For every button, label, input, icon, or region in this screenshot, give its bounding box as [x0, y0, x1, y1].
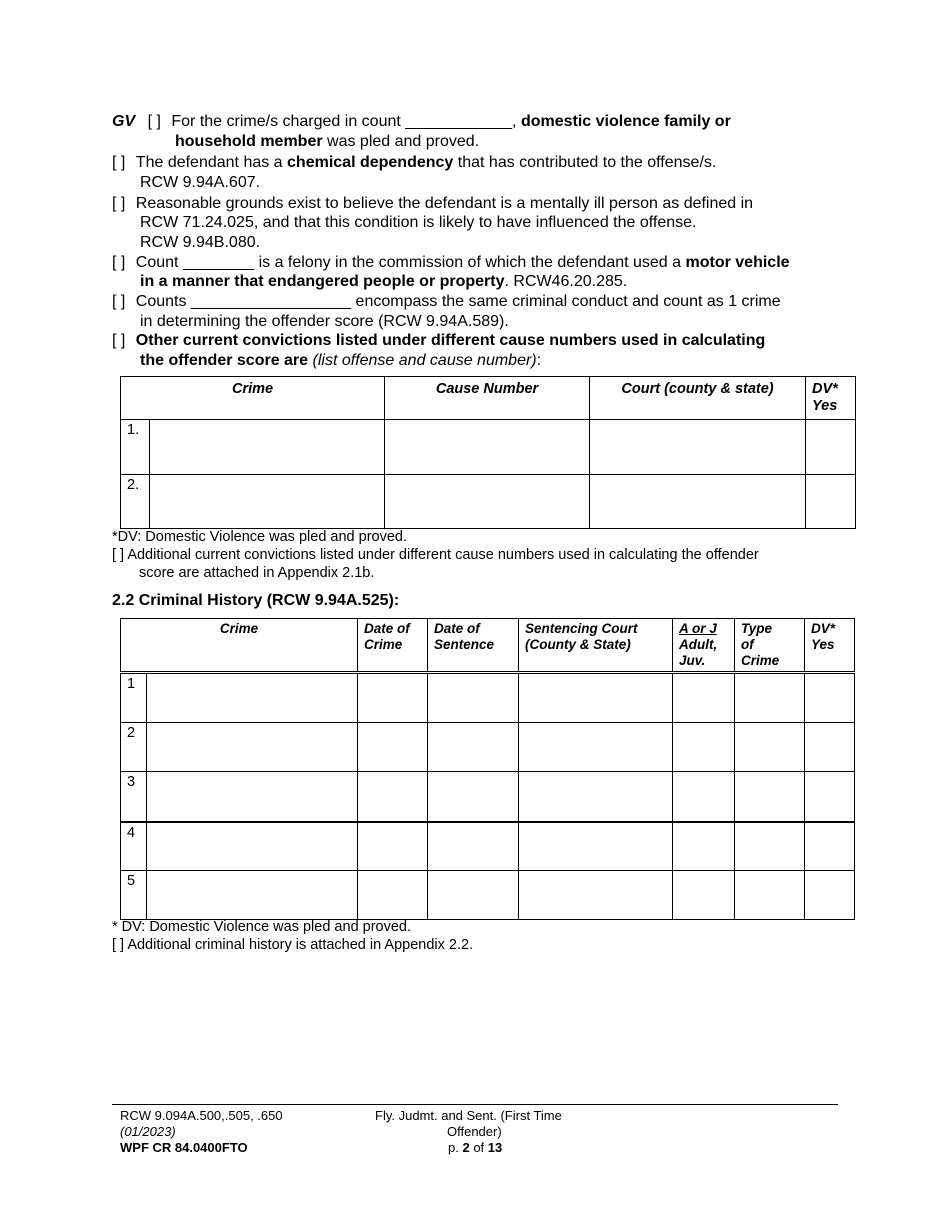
row-number: 5 — [121, 871, 147, 920]
date-of-crime-cell[interactable] — [358, 772, 428, 822]
table-row — [121, 420, 856, 475]
current-convictions-table — [120, 376, 856, 529]
gv-text-2: was pled and proved. — [327, 133, 480, 150]
other-convictions-finding — [112, 331, 765, 351]
footer-page-number: p. 2 of 13 — [448, 1140, 503, 1155]
col-header-crime: Crime — [121, 619, 358, 673]
mental-line1: Reasonable grounds exist to believe the defendant is a mentally ill person as defined in — [135, 195, 754, 212]
crime-cell[interactable] — [147, 673, 358, 723]
court-cell[interactable] — [590, 420, 806, 475]
section-title: 2.2 Criminal History (RCW 9.94A.525): — [112, 592, 400, 609]
cause-number-cell[interactable] — [385, 475, 590, 529]
dv-footnote: *DV: Domestic Violence was pled and proved. — [112, 529, 407, 545]
dv-cell[interactable] — [805, 723, 855, 772]
chem-checkbox[interactable]: [ ] — [112, 154, 126, 171]
col-header-type-of-crime: Type of Crime — [735, 619, 805, 673]
col-header-sentencing-court: Sentencing Court (County & State) — [519, 619, 673, 673]
type-of-crime-cell[interactable] — [735, 822, 805, 871]
date-of-crime-cell[interactable] — [358, 871, 428, 920]
crime-cell[interactable] — [147, 871, 358, 920]
adult-juv-cell[interactable] — [673, 723, 735, 772]
gv-label: GV — [112, 113, 136, 130]
dv-cell[interactable] — [806, 475, 856, 529]
counts-checkbox[interactable]: [ ] — [112, 293, 126, 310]
motor-post: . RCW46.20.285. — [504, 273, 628, 290]
type-of-crime-cell[interactable] — [735, 772, 805, 822]
motor-line2 — [140, 272, 627, 292]
date-of-sentence-cell[interactable] — [428, 723, 519, 772]
col-header-dv: DV* Yes — [805, 619, 855, 673]
row-number: 4 — [121, 822, 147, 871]
motor-bold1: motor vehicle — [685, 254, 790, 271]
additional-criminal-history: [ ] Additional criminal history is attached in Appendix 2.2. — [112, 937, 474, 953]
motor-text: Count ________ is a felony in the commission of which the defendant used a — [135, 254, 682, 271]
motor-bold2: in a manner that endangered people or property — [140, 273, 505, 290]
adult-juv-cell[interactable] — [673, 871, 735, 920]
chem-rcw: RCW 9.94A.607. — [140, 174, 261, 191]
gv-bold-text: domestic violence family or — [520, 113, 731, 130]
col-header-court: Court (county & state) — [590, 377, 806, 420]
crime-cell[interactable] — [147, 822, 358, 871]
table-row — [121, 822, 855, 871]
date-of-crime-cell[interactable] — [358, 673, 428, 723]
mental-rcw: RCW 9.94B.080. — [140, 234, 261, 251]
other-italic: (list offense and cause number) — [312, 352, 537, 369]
other-colon: : — [536, 352, 542, 369]
other-line2 — [140, 351, 541, 371]
row-number: 1 — [121, 673, 147, 723]
row-number: 1. — [121, 420, 150, 475]
gv-line2 — [175, 132, 479, 152]
table-row — [121, 475, 856, 529]
dv-cell[interactable] — [805, 772, 855, 822]
chem-text-post: that has contributed to the offense/s. — [457, 154, 717, 171]
crime-cell[interactable] — [147, 772, 358, 822]
dv-cell[interactable] — [805, 871, 855, 920]
gv-text: For the crime/s charged in count ____________, — [171, 113, 517, 130]
chem-bold: chemical dependency — [287, 154, 454, 171]
mental-illness-finding — [112, 194, 753, 214]
chem-text: The defendant has a — [135, 154, 283, 171]
row-number: 3 — [121, 772, 147, 822]
motor-vehicle-finding — [112, 253, 790, 273]
footer-title-2: Offender) — [447, 1124, 502, 1139]
dv-cell[interactable] — [805, 822, 855, 871]
crime-cell[interactable] — [150, 475, 385, 529]
gv-checkbox[interactable]: [ ] — [147, 113, 161, 130]
additional-current-convictions: [ ] Additional current convictions listed under different cause numbers used in calculating the offender — [112, 547, 759, 563]
dv-cell[interactable] — [806, 420, 856, 475]
court-cell[interactable] — [590, 475, 806, 529]
type-of-crime-cell[interactable] — [735, 673, 805, 723]
dv-cell[interactable] — [805, 673, 855, 723]
page-footer — [112, 1104, 838, 1105]
date-of-crime-cell[interactable] — [358, 723, 428, 772]
sentencing-court-cell[interactable] — [519, 723, 673, 772]
date-of-sentence-cell[interactable] — [428, 772, 519, 822]
adult-juv-cell[interactable] — [673, 673, 735, 723]
sentencing-court-cell[interactable] — [519, 871, 673, 920]
col-header-dv: DV* Yes — [806, 377, 856, 420]
footer-date: (01/2023) — [120, 1124, 176, 1139]
crime-cell[interactable] — [147, 723, 358, 772]
date-of-crime-cell[interactable] — [358, 822, 428, 871]
table-row — [121, 871, 855, 920]
type-of-crime-cell[interactable] — [735, 723, 805, 772]
dv-footnote-2: * DV: Domestic Violence was pled and proved. — [112, 919, 412, 935]
criminal-history-table — [120, 618, 855, 920]
row-number: 2. — [121, 475, 150, 529]
footer-rcw: RCW 9.094A.500,.505, .650 — [120, 1108, 283, 1123]
footer-title: Fly. Judmt. and Sent. (First Time — [375, 1108, 562, 1123]
table-row — [121, 772, 855, 822]
footer-form-number: WPF CR 84.0400FTO — [120, 1140, 248, 1155]
sentencing-court-cell[interactable] — [519, 772, 673, 822]
motor-checkbox[interactable]: [ ] — [112, 254, 126, 271]
sentencing-court-cell[interactable] — [519, 822, 673, 871]
counts-line2: in determining the offender score (RCW 9.94A.589). — [140, 313, 509, 330]
col-header-date-of-sentence: Date of Sentence — [428, 619, 519, 673]
counts-line1: Counts __________________ encompass the same criminal conduct and count as 1 crime — [135, 293, 781, 310]
mental-line2: RCW 71.24.025, and that this condition is likely to have influenced the offense. — [140, 214, 697, 231]
date-of-sentence-cell[interactable] — [428, 871, 519, 920]
adult-juv-cell[interactable] — [673, 822, 735, 871]
other-bold2: the offender score are — [140, 352, 309, 369]
type-of-crime-cell[interactable] — [735, 871, 805, 920]
chemical-dependency-finding — [112, 153, 716, 173]
row-number: 2 — [121, 723, 147, 772]
col-header-date-of-crime: Date of Crime — [358, 619, 428, 673]
table-row — [121, 673, 855, 723]
gv-bold-text-2: household member — [175, 133, 323, 150]
other-bold1: Other current convictions listed under different cause numbers used in calculating — [135, 332, 766, 349]
gv-finding — [112, 112, 812, 132]
additional-current-convictions-2: score are attached in Appendix 2.1b. — [139, 565, 375, 581]
other-checkbox[interactable]: [ ] — [112, 332, 126, 349]
date-of-sentence-cell[interactable] — [428, 822, 519, 871]
adult-juv-cell[interactable] — [673, 772, 735, 822]
col-header-adult-juv: A or J Adult, Juv. — [673, 619, 735, 673]
same-conduct-finding — [112, 292, 781, 312]
cause-number-cell[interactable] — [385, 420, 590, 475]
crime-cell[interactable] — [150, 420, 385, 475]
date-of-sentence-cell[interactable] — [428, 673, 519, 723]
mental-checkbox[interactable]: [ ] — [112, 195, 126, 212]
col-header-crime: Crime — [121, 377, 385, 420]
col-header-cause-number: Cause Number — [385, 377, 590, 420]
sentencing-court-cell[interactable] — [519, 673, 673, 723]
table-row — [121, 723, 855, 772]
